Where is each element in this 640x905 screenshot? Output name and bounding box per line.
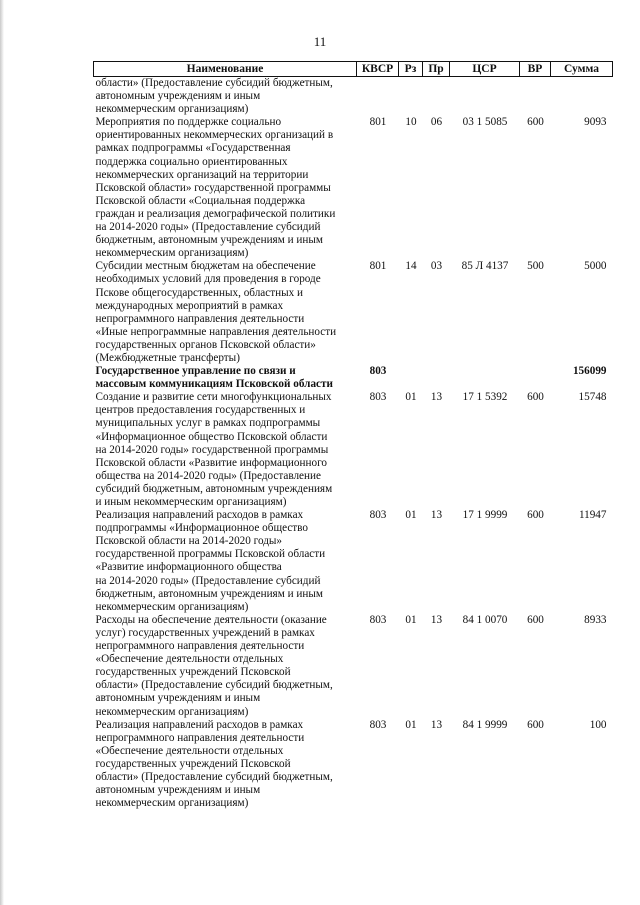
row-sum: 156099: [572, 365, 607, 378]
row-rz: 14: [405, 260, 417, 273]
header-pr: Пр: [423, 62, 450, 77]
row-sum: 8933: [584, 613, 607, 626]
row-name: Мероприятия по поддержке социально ориентированных некоммерческих организаций в рамках подпрограммы «Государственная поддержка социально ориентированных некоммерческих организаций на территории Псковской области» государственной программы Псковской области «Социальная поддержка граждан и реализация демографической политики на 2014-2020 годы» (Предоставление субсидий бюджетным, автономным учреждениям и иным некоммерческим организациям): [95, 116, 336, 260]
row-csr: 03 1 5085: [462, 116, 508, 129]
row-vr: 600: [527, 613, 544, 626]
header-name: Наименование: [94, 62, 357, 77]
row-rz: [399, 365, 423, 391]
row-kvsr: 803: [369, 391, 387, 404]
row-kvsr: 803: [369, 509, 387, 522]
header-csr: ЦСР: [450, 62, 520, 77]
table-row: [94, 260, 613, 365]
row-vr: 600: [527, 116, 544, 129]
row-pr: 13: [430, 718, 443, 731]
scan-edge-shadow: [0, 0, 4, 905]
row-csr: [450, 77, 520, 117]
budget-table: [93, 61, 613, 810]
page-number: 11: [313, 34, 327, 49]
row-csr: 85 Л 4137: [461, 260, 509, 273]
row-name: Субсидии местным бюджетам на обеспечение необходимых условий для проведения в городе Пскове общегосударственных, областных и международных мероприятий в рамках непрограммного направления деятельности «Иные непрограммные направления деятельности государственных органов Псковской области» (Межбюджетные трансферты): [95, 260, 337, 364]
row-pr: 03: [430, 260, 443, 273]
row-sum: 100: [589, 718, 607, 731]
header-kvsr: КВСР: [357, 62, 399, 77]
header-vr: ВР: [520, 62, 551, 77]
row-name: Реализация направлений расходов в рамках подпрограммы «Информационное общество Псковской области на 2014-2020 годы» государственной программы Псковской области «Развитие информационного общества на 2014-2020 годы» (Предоставление субсидий бюджетным, автономным учреждениям и иным некоммерческим организациям): [95, 509, 326, 613]
row-kvsr: 803: [369, 613, 387, 626]
row-vr: 600: [527, 391, 544, 404]
row-rz: 10: [405, 116, 417, 129]
row-rz: 01: [405, 509, 417, 522]
table-row: [94, 77, 613, 117]
row-pr: 13: [430, 509, 443, 522]
row-csr: 84 1 9999: [462, 718, 508, 731]
header-rz: Рз: [399, 62, 423, 77]
row-vr: 500: [527, 260, 544, 273]
row-sum: 5000: [584, 260, 607, 273]
row-sum: 11947: [578, 509, 607, 522]
row-sum: 15748: [578, 391, 607, 404]
row-csr: [450, 365, 520, 391]
row-rz: 01: [405, 613, 417, 626]
row-rz: 01: [405, 391, 417, 404]
row-name: Государственное управление по связи и массовым коммуникациям Псковской области: [95, 365, 333, 391]
row-pr: [423, 365, 450, 391]
row-pr: 13: [430, 391, 443, 404]
table-row-department: [94, 365, 613, 391]
table-row: [94, 509, 613, 614]
row-vr: 600: [527, 718, 544, 731]
table-row: [94, 614, 613, 719]
row-pr: [423, 77, 450, 117]
row-kvsr: [357, 77, 399, 117]
row-kvsr: 803: [369, 718, 387, 731]
row-rz: 01: [405, 718, 417, 731]
row-csr: 84 1 0070: [462, 613, 508, 626]
table-row: [94, 719, 613, 811]
row-name: Создание и развитие сети многофункциональных центров предоставления государственных и муниципальных услуг в рамках подпрограммы «Информационное общество Псковской области на 2014-2020 годы» государственной программы Псковской области «Развитие информационного общества на 2014-2020 годы» (Предоставление субсидий бюджетным, автономным учреждениям и иным некоммерческим организациям): [95, 391, 333, 508]
header-sum: Сумма: [551, 62, 613, 77]
row-vr: [520, 365, 551, 391]
row-pr: 13: [430, 613, 443, 626]
row-name: Расходы на обеспечение деятельности (оказание услуг) государственных учреждений в рамках непрограммного направления деятельности «Обеспечение деятельности отдельных государственных учреждений Псковской области» (Предоставление субсидий бюджетным, автономным учреждениям и иным некоммерческим организациям): [95, 613, 333, 718]
row-kvsr: 803: [369, 365, 387, 378]
row-sum: 9093: [584, 116, 607, 129]
row-kvsr: 801: [369, 260, 387, 273]
row-name: области» (Предоставление субсидий бюджетным, автономным учреждениям и иным некоммерческим организациям): [95, 77, 333, 116]
row-pr: 06: [430, 116, 443, 129]
row-name: Реализация направлений расходов в рамках непрограммного направления деятельности «Обеспечение деятельности отдельных государственных учреждений Псковской области» (Предоставление субсидий бюджетным, автономным учреждениям и иным некоммерческим организациям): [95, 718, 333, 810]
row-vr: 600: [527, 509, 544, 522]
row-kvsr: 801: [369, 116, 387, 129]
row-rz: [399, 77, 423, 117]
table-row: [94, 116, 613, 260]
row-csr: 17 1 9999: [462, 509, 508, 522]
row-vr: [520, 77, 551, 117]
table-row: [94, 391, 613, 509]
table-header-row: [94, 62, 613, 77]
row-sum: [551, 77, 613, 117]
row-csr: 17 1 5392: [462, 391, 508, 404]
